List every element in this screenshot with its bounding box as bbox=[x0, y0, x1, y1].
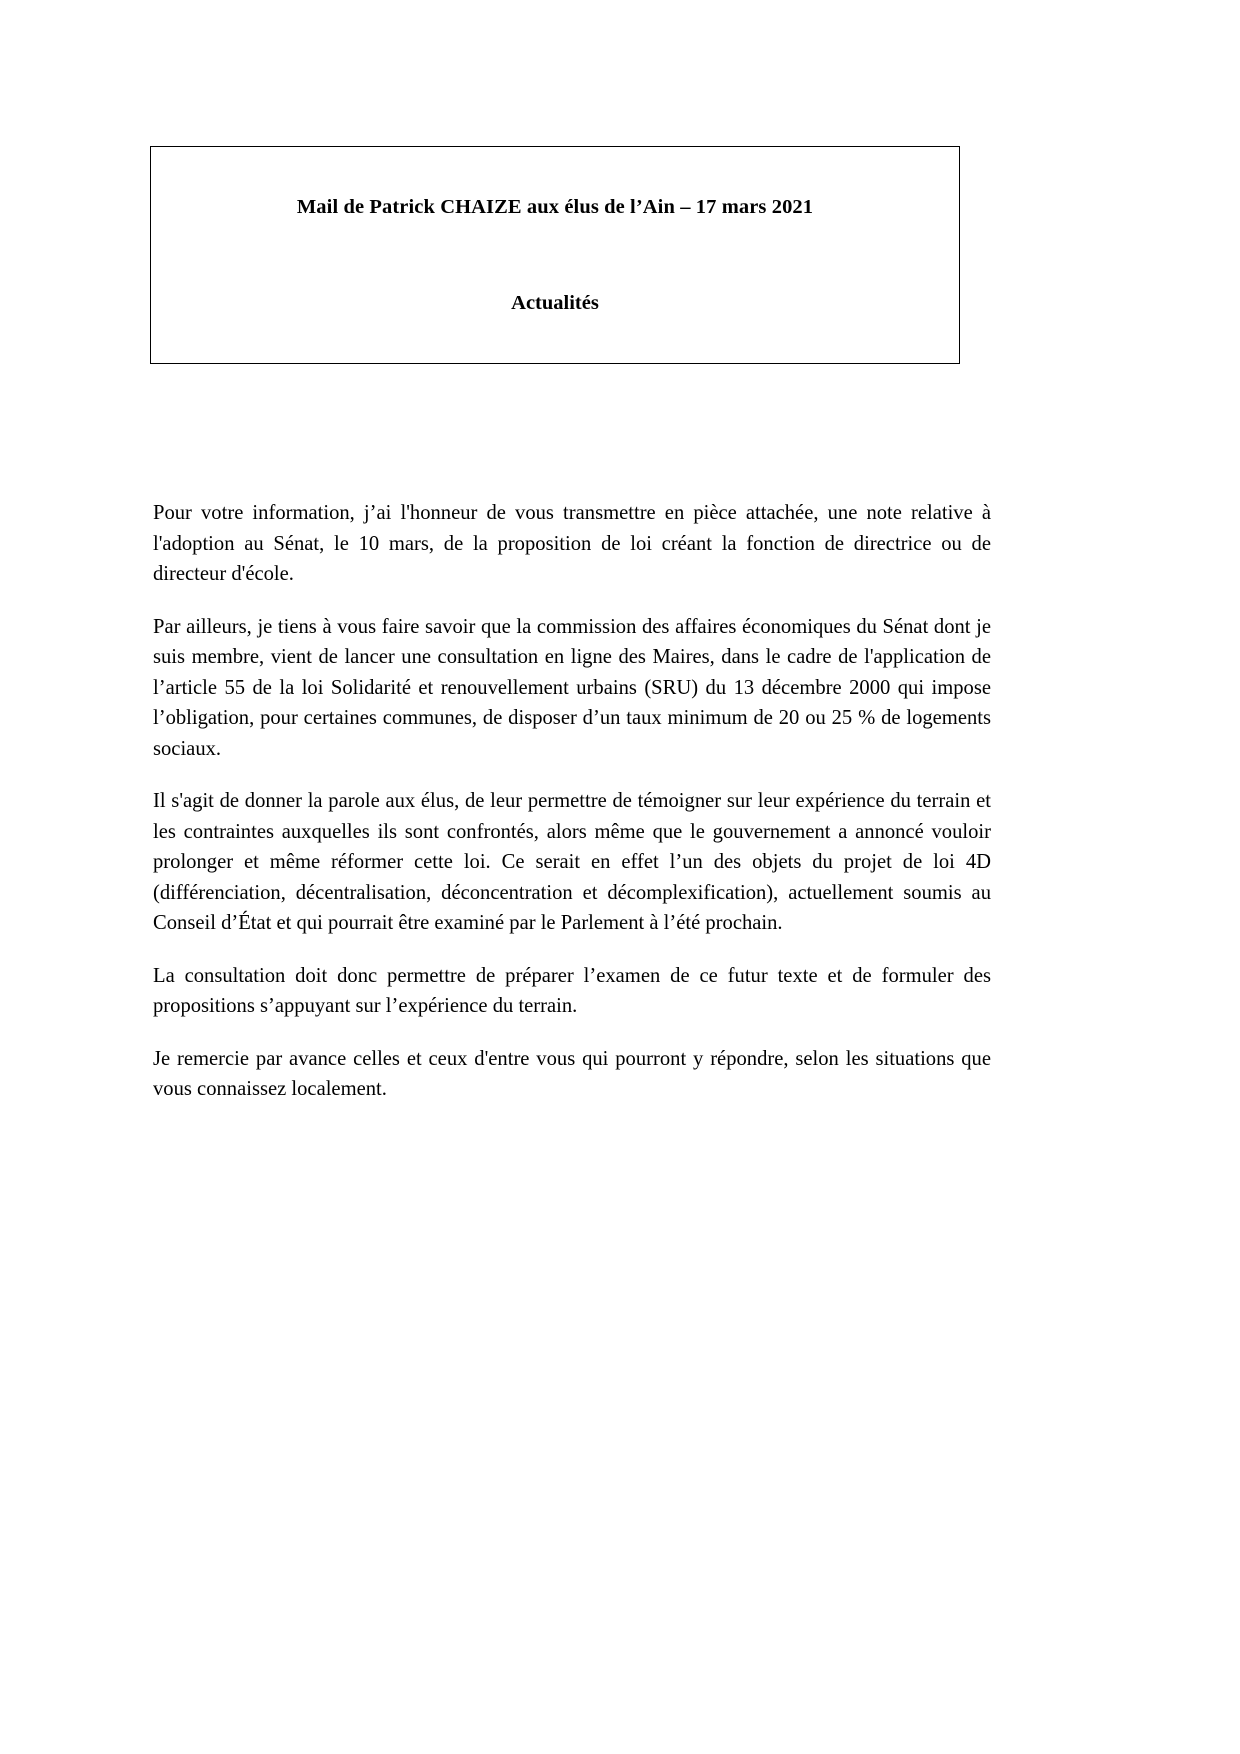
paragraph-1: Pour votre information, j’ai l'honneur de vous transmettre en pièce attachée, une note relative à l'adoption au Sénat, le 10 mars, de la proposition de loi créant la fonction de directrice ou de directeur d'école. bbox=[153, 502, 991, 585]
header-box bbox=[150, 146, 960, 364]
paragraph-2: Par ailleurs, je tiens à vous faire savoir que la commission des affaires économiques du Sénat dont je suis membre, vient de lancer une consultation en ligne des Maires, dans le cadre de l'application de l’article 55 de la loi Solidarité et renouvellement urbains (SRU) du 13 décembre 2000 qui impose l’obligation, pour certaines communes, de disposer d’un taux minimum de 20 ou 25 % de logements sociaux. bbox=[153, 615, 991, 760]
document-body bbox=[153, 498, 991, 1105]
paragraph-4: La consultation doit donc permettre de préparer l’examen de ce futur texte et de formuler des propositions s’appuyant sur l’expérience du terrain. bbox=[153, 964, 991, 1017]
paragraph-5: Je remercie par avance celles et ceux d'entre vous qui pourront y répondre, selon les situations que vous connaissez localement. bbox=[153, 1047, 991, 1100]
page-subtitle: Actualités bbox=[511, 292, 599, 314]
page-title: Mail de Patrick CHAIZE aux élus de l’Ain – 17 mars 2021 bbox=[296, 196, 814, 218]
paragraph-3: Il s'agit de donner la parole aux élus, de leur permettre de témoigner sur leur expérience du terrain et les contraintes auxquelles ils sont confrontés, alors même que le gouvernement a annoncé vouloir prolonger et même réformer cette loi. Ce serait en effet l’un des objets du projet de loi 4D (différenciation, décentralisation, déconcentration et décomplexification), actuellement soumis au Conseil d’État et qui pourrait être examiné par le Parlement à l’été prochain. bbox=[153, 790, 991, 934]
